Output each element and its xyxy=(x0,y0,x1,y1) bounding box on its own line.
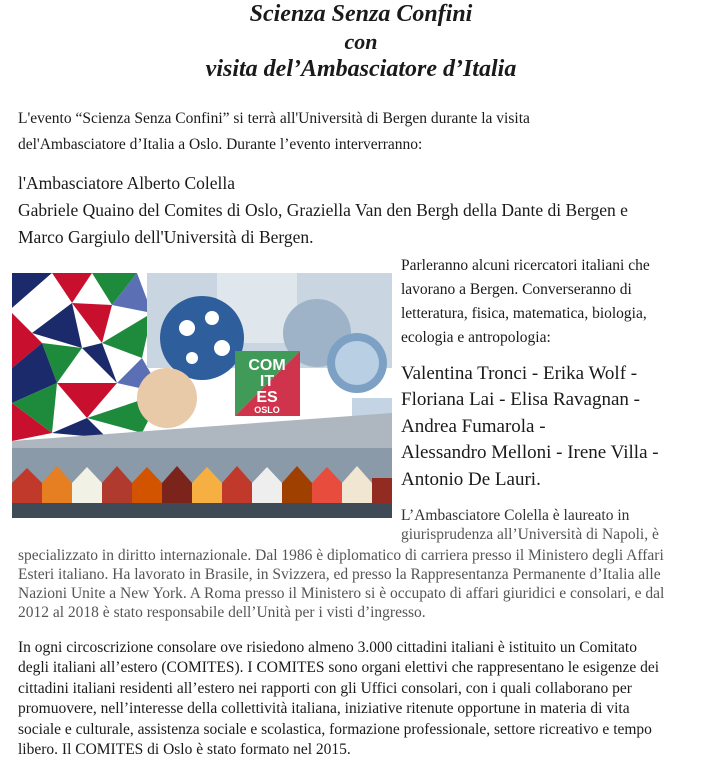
comites-line-6: libero. Il COMITES di Oslo è stato formato nel 2015. xyxy=(18,741,351,758)
molecule-photo xyxy=(160,296,244,380)
researchers-line-4: ecologia e antropologia: xyxy=(401,329,551,346)
researchers-line-3: letteratura, fisica, matematica, biologia, xyxy=(401,305,647,322)
bio-line-1: L’Ambasciatore Colella è laureato in xyxy=(401,507,630,524)
bio-line-5: Nazioni Unite a New York. A Roma presso il Ministero si è occupato di affari giuridici e consolari, e dal xyxy=(18,585,665,602)
names-line-3: Andrea Fumarola - xyxy=(401,416,546,437)
logo-es: ES xyxy=(256,389,278,406)
speakers-line-1: l'Ambasciatore Alberto Colella xyxy=(18,173,235,193)
names-line-5: Antonio De Lauri. xyxy=(401,469,541,490)
title-line-3: visita del’Ambasciatore d’Italia xyxy=(205,56,517,82)
names-line-2: Floriana Lai - Elisa Ravagnan - xyxy=(401,389,641,410)
bio-line-2: giurisprudenza all’Università di Napoli, è xyxy=(401,526,659,543)
logo-com: COM xyxy=(248,357,286,374)
comites-line-4: promuovere, nell’interesse della collettività italiana, iniziative ritenute opportune in materia di vita xyxy=(18,700,630,717)
comites-line-5: sociale e culturale, assistenza sociale e scolastica, formazione professionale, settore ricreativo e tempo xyxy=(18,721,652,738)
names-line-1: Valentina Tronci - Erika Wolf - xyxy=(401,363,638,384)
bio-line-4: Esteri italiano. Ha lavorato in Brasile, in Svizzera, ed presso la Rappresentanza Permanente d’Italia alle xyxy=(18,566,661,583)
intro-line-1: L'evento “Scienza Senza Confini” si terrà all'Università di Bergen durante la visita xyxy=(18,110,530,127)
intro-line-2: del'Ambasciatore d’Italia a Oslo. Durante l’evento interverranno: xyxy=(18,136,423,153)
logo-oslo: OSLO xyxy=(254,405,280,415)
names-line-4: Alessandro Melloni - Irene Villa - xyxy=(401,442,659,463)
scientist-photo xyxy=(137,368,197,428)
bio-line-3: specializzato in diritto internazionale. Dal 1986 è diplomatico di carriera presso il Ministero degli Affari xyxy=(18,547,664,564)
comites-line-1: In ogni circoscrizione consolare ove risiedono almeno 3.000 cittadini italiani è istituito un Comitato xyxy=(18,639,637,656)
title-line-2: con xyxy=(344,29,378,54)
comites-line-3: cittadini italiani residenti all’estero nei rapporti con gli Uffici consolari, con i quali collaborano per xyxy=(18,680,632,697)
speakers-line-3: Marco Gargiulo dell'Università di Bergen. xyxy=(18,227,314,247)
logo-it: IT xyxy=(259,373,275,390)
researchers-line-1: Parleranno alcuni ricercatori italiani che xyxy=(401,257,650,274)
comites-logo xyxy=(235,351,300,416)
speakers-line-2: Gabriele Quaino del Comites di Oslo, Graziella Van den Bergh della Dante di Bergen e xyxy=(18,200,628,220)
researchers-line-2: lavorano a Bergen. Converseranno di xyxy=(401,281,632,298)
comites-line-2: degli italiani all’estero (COMITES). I COMITES sono organi elettivi che rappresentano le esigenze dei xyxy=(18,659,660,676)
event-poster-image xyxy=(12,273,392,518)
title-line-1: Scienza Senza Confini xyxy=(249,1,473,27)
bio-line-6: 2012 al 2018 è stato responsabile dell’Unità per i visti d’ingresso. xyxy=(18,604,426,621)
